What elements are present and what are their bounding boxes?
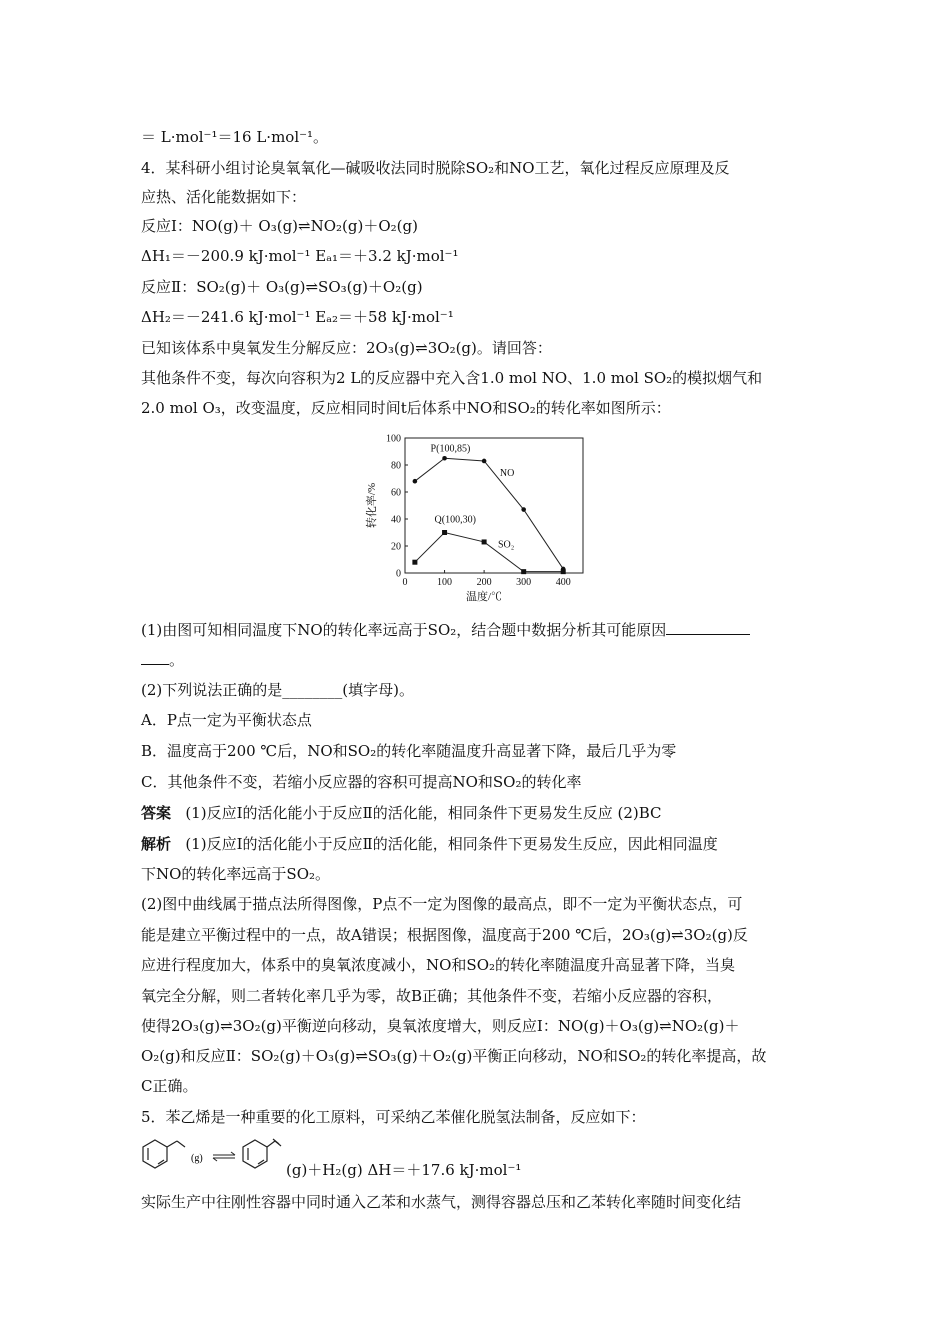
series-label-no: NO — [499, 467, 515, 479]
conversion-chart — [355, 428, 595, 608]
answer — [141, 803, 662, 823]
y-axis-label: 转化率/% — [366, 482, 378, 529]
text-line: 实际生产中往刚性容器中同时通入乙苯和水蒸气，测得容器总压和乙苯转化率随时间变化结 — [141, 1193, 742, 1211]
x-tick-label: 100 — [437, 577, 453, 588]
answer-text: (1)反应Ⅰ的活化能小于反应Ⅱ的活化能，相同条件下更易发生反应 (2)BC — [185, 804, 662, 822]
explanation-label: 解析 — [141, 835, 172, 853]
answer-blank — [666, 620, 750, 635]
x-tick-label: 300 — [516, 577, 532, 588]
question-1-text: (1)由图可知相同温度下NO的转化率远高于SO₂，结合题中数据分析其可能原因 — [141, 621, 667, 639]
no-data-point — [521, 507, 526, 512]
series-line-square — [415, 533, 563, 572]
plot-frame — [405, 438, 583, 573]
text-line: 应热、活化能数据如下： — [141, 188, 307, 206]
reaction-equation: (g)＋H₂(g) ΔH＝＋17.6 kJ·mol⁻¹ — [286, 1161, 522, 1179]
reaction-2: 反应Ⅱ：SO₂(g)＋ O₃(g)⇌SO₃(g)＋O₂(g) — [141, 278, 423, 296]
so2-data-point — [482, 539, 487, 544]
x-tick-label: 0 — [402, 577, 408, 588]
conditions-text: 2.0 mol O₃，改变温度，反应相同时间t后体系中NO和SO₂的转化率如图所示： — [141, 399, 671, 417]
reaction-1: 反应Ⅰ：NO(g)＋ O₃(g)⇌NO₂(g)＋O₂(g) — [141, 217, 418, 235]
explanation-line: 应进行程度加大，体系中的臭氧浓度减小，NO和SO₂的转化率随温度升高显著下降，当臭 — [141, 956, 736, 974]
y-tick-label: 40 — [391, 514, 401, 526]
equilibrium-arrow — [213, 1152, 235, 1161]
conditions-text: 其他条件不变，每次向容积为2 L的反应器中充入含1.0 mol NO、1.0 mol SO₂的模拟烟气和 — [141, 369, 763, 387]
option-b: B．温度高于200 ℃后，NO和SO₂的转化率随温度升高显著下降，最后几乎为零 — [141, 742, 677, 760]
styrene-structure — [243, 1139, 281, 1168]
text-line: ＝ L·mol⁻¹＝16 L·mol⁻¹。 — [141, 128, 329, 146]
reaction-1-energy: ΔH₁＝－200.9 kJ·mol⁻¹ Eₐ₁＝＋3.2 kJ·mol⁻¹ — [141, 247, 459, 265]
so2-data-point — [561, 569, 566, 574]
x-axis-label: 温度/℃ — [465, 591, 503, 603]
y-tick-label: 0 — [396, 568, 401, 580]
annotation-p: P(100,85) — [430, 443, 471, 455]
question-5-text: 5．苯乙烯是一种重要的化工原料，可采纳乙苯催化脱氢法制备，反应如下： — [141, 1108, 646, 1126]
no-data-point — [413, 479, 418, 484]
explanation-line: 下NO的转化率远高于SO₂。 — [141, 865, 331, 883]
series-label-so2: SO₂ — [497, 539, 515, 551]
annotation-q: Q(100,30) — [434, 514, 476, 526]
answer-blank — [141, 650, 169, 665]
ethylbenzene-structure — [143, 1140, 185, 1168]
y-tick-label: 60 — [391, 487, 401, 499]
question-1-end: 。 — [169, 651, 185, 669]
x-tick-label: 400 — [555, 577, 571, 588]
y-tick-label: 100 — [386, 433, 401, 445]
no-data-point — [482, 459, 487, 464]
explanation-line: O₂(g)和反应Ⅱ：SO₂(g)＋O₃(g)⇌SO₃(g)＋O₂(g)平衡正向移动，NO和SO₂的转化率提高，故 — [141, 1047, 767, 1065]
option-a: A．P点一定为平衡状态点 — [141, 711, 312, 729]
x-tick-label: 200 — [476, 577, 492, 588]
decomposition-text: 已知该体系中臭氧发生分解反应：2O₃(g)⇌3O₂(g)。请回答： — [141, 339, 552, 357]
answer-label: 答案 — [141, 804, 172, 822]
question-1-cont — [141, 650, 184, 670]
ethylbenzene-styrene-structures — [141, 1134, 291, 1176]
reaction-2-energy: ΔH₂＝－241.6 kJ·mol⁻¹ Eₐ₂＝＋58 kJ·mol⁻¹ — [141, 308, 454, 326]
y-tick-label: 80 — [391, 460, 401, 472]
so2-data-point — [442, 530, 447, 535]
explanation-line: 能是建立平衡过程中的一点，故A错误；根据图像，温度高于200 ℃后，2O₃(g)⇌3O₂(g)反 — [141, 926, 748, 944]
explanation — [141, 834, 718, 854]
question-1 — [141, 620, 750, 640]
explanation-text: (1)反应Ⅰ的活化能小于反应Ⅱ的活化能，相同条件下更易发生反应，因此相同温度 — [185, 835, 718, 853]
question-4-text: 4．某科研小组讨论臭氧氧化—碱吸收法同时脱除SO₂和NO工艺，氧化过程反应原理及反 — [141, 159, 730, 177]
so2-data-point — [521, 569, 526, 574]
explanation-line: (2)图中曲线属于描点法所得图像，P点不一定为图像的最高点，即不一定为平衡状态点，可 — [141, 895, 743, 913]
phase-label: (g) — [191, 1153, 203, 1164]
explanation-line: 氧完全分解，则二者转化率几乎为零，故B正确；其他条件不变，若缩小反应器的容积， — [141, 987, 723, 1005]
question-2: (2)下列说法正确的是________(填字母)。 — [141, 681, 414, 699]
so2-data-point — [412, 560, 417, 565]
no-data-point — [442, 456, 447, 461]
explanation-line: 使得2O₃(g)⇌3O₂(g)平衡逆向移动，臭氧浓度增大，则反应Ⅰ：NO(g)＋O₃(g)⇌NO₂(g)＋ — [141, 1017, 740, 1035]
explanation-line: C正确。 — [141, 1077, 198, 1095]
option-c: C．其他条件不变，若缩小反应器的容积可提高NO和SO₂的转化率 — [141, 773, 582, 791]
y-tick-label: 20 — [391, 541, 401, 553]
